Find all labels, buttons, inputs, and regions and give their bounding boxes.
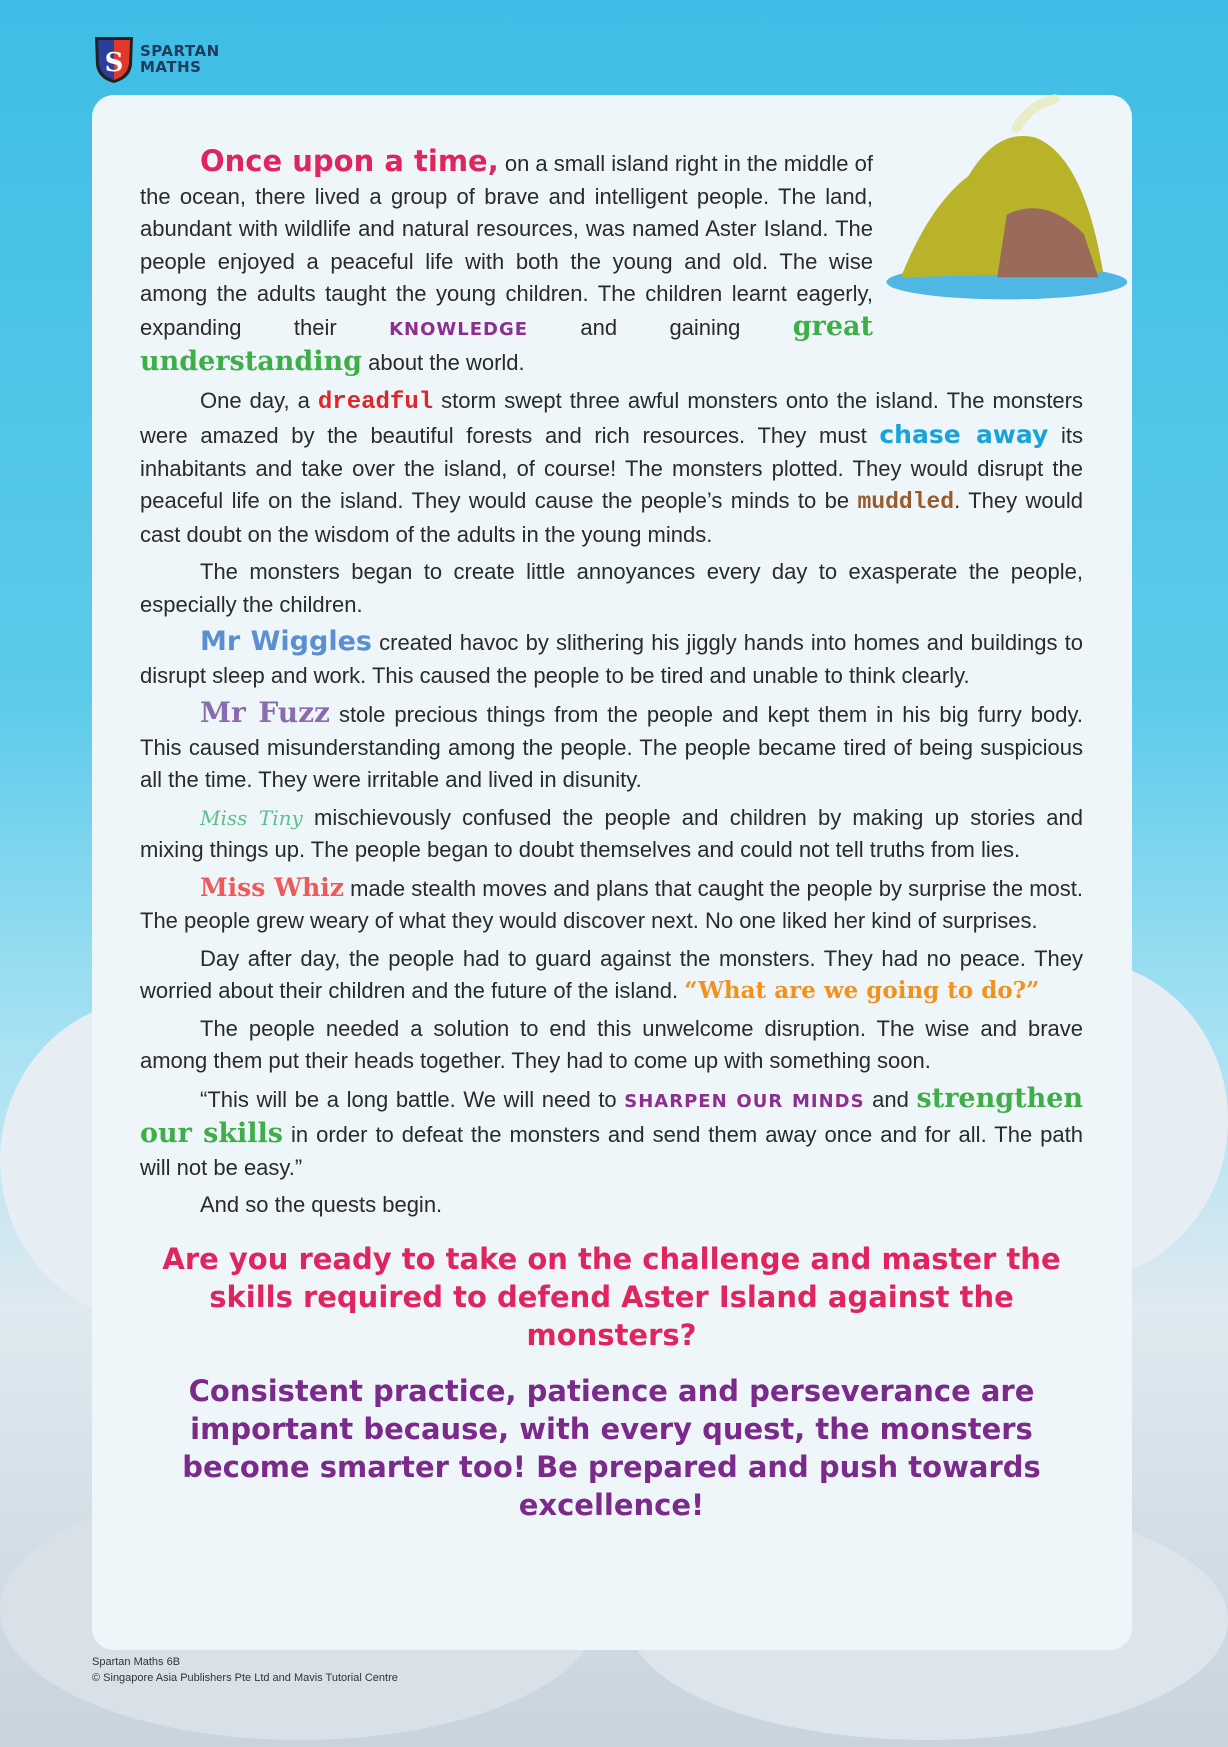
highlight-title: Once upon a time, [200, 144, 499, 178]
story-paragraph [140, 1189, 1083, 1222]
island-space [873, 145, 1083, 345]
highlight-whiz: Miss Whiz [200, 872, 344, 902]
svg-text:S: S [104, 48, 124, 78]
highlight-chase: chase away [879, 420, 1049, 449]
story-text-segment: The people needed a solution to end this unwelcome disruption. The wise and brave among them put their heads together. They had to come up with something soon. [140, 1015, 1083, 1073]
story-text-segment: about the world. [362, 350, 525, 375]
logo-line2: MATHS [140, 58, 202, 76]
story-paragraph [140, 1013, 1083, 1078]
story-text-segment: “This will be a long battle. We will need to [200, 1086, 625, 1112]
story-paragraph [140, 872, 1083, 938]
book-title: Spartan Maths 6B [92, 1656, 181, 1668]
story-card [92, 95, 1132, 1650]
story-text-segment: And so the quests begin. [200, 1192, 443, 1217]
story-paragraph [140, 385, 1083, 552]
shield-logo-icon [92, 33, 136, 85]
highlight-wiggles: Mr Wiggles [200, 626, 372, 657]
logo-line1: SPARTAN [140, 42, 220, 60]
story-text [140, 145, 1083, 1524]
story-text-segment: . They would cast doubt on the wisdom of the adults in the young minds. [140, 488, 1083, 547]
story-text-segment: created havoc by slithering his jiggly hands into homes and buildings to disrupt sleep and work. This caused the people to be tired and unable to think clearly. [140, 630, 1083, 688]
story-paragraph [140, 697, 1083, 797]
story-text-segment: The monsters began to create little annoyances every day to exasperate the people, especially the children. [140, 559, 1083, 617]
highlight-knowledge: SHARPEN OUR MINDS [624, 1090, 865, 1112]
copyright: © Singapore Asia Publishers Pte Ltd and Mavis Tutorial Centre [92, 1672, 398, 1684]
highlight-dreadful: dreadful [317, 388, 434, 416]
story-text-segment: on a small island right in the middle of the ocean, there lived a group of brave and intelligent people. The land, abundant with wildlife and natural resources, was named Aster Island. The people enjoyed a peaceful life with both the young and old. The wise among the adults taught the young children. The children learnt eagerly, expanding their [140, 151, 873, 340]
story-paragraph [140, 1083, 1083, 1185]
story-text-segment: made stealth moves and plans that caught the people by surprise the most. The people grew weary of what they would discover next. No one liked her kind of surprises. [140, 875, 1083, 933]
challenge-text: Are you ready to take on the challenge and master the skills required to defend Aster Island against the monsters? [162, 1241, 1061, 1352]
story-text-segment: storm swept three awful monsters onto the island. The monsters were amazed by the beautiful forests and rich resources. They must [140, 387, 1083, 448]
encouragement-text: Consistent practice, patience and perseverance are important because, with every quest, the monsters become smarter too! Be prepared and push towards excellence! [182, 1373, 1041, 1522]
highlight-knowledge: KNOWLEDGE [389, 318, 529, 340]
story-paragraph [140, 943, 1083, 1008]
spartan-maths-logo [92, 33, 220, 85]
highlight-tiny: Miss Tiny [200, 805, 303, 830]
story-text-segment: Day after day, the people had to guard against the monsters. They had no peace. They worried about their children and the future of the island. [140, 945, 1083, 1003]
page-footer [92, 1654, 398, 1686]
highlight-green: strengthen our skills [140, 1082, 1084, 1149]
story-paragraph [140, 802, 1083, 867]
highlight-fuzz: Mr Fuzz [200, 696, 330, 729]
highlight-quote: “What are we going to do?” [684, 977, 1040, 1004]
story-text-segment: mischievously confused the people and children by making up stories and mixing things up. The people began to doubt themselves and could not tell truths from lies. [140, 804, 1083, 862]
story-paragraph [140, 626, 1083, 692]
story-paragraph [140, 556, 1083, 621]
highlight-muddled: muddled [857, 489, 955, 515]
story-text-segment: stole precious things from the people and kept them in his big furry body. This caused misunderstanding among the people. The people became tired of being suspicious all the time. They were irritable and lived in disunity. [140, 702, 1083, 792]
highlight-green: great understanding [140, 310, 874, 377]
story-text-segment: and [864, 1086, 917, 1112]
story-text-segment: and gaining [528, 314, 793, 340]
story-text-segment: its inhabitants and take over the island, of course! The monsters plotted. They would disrupt the peaceful life on the island. They would cause the people’s minds to be [140, 423, 1083, 513]
story-text-segment: One day, a [200, 387, 318, 413]
story-text-segment: in order to defeat the monsters and send them away once and for all. The path will not be easy.” [140, 1122, 1083, 1180]
